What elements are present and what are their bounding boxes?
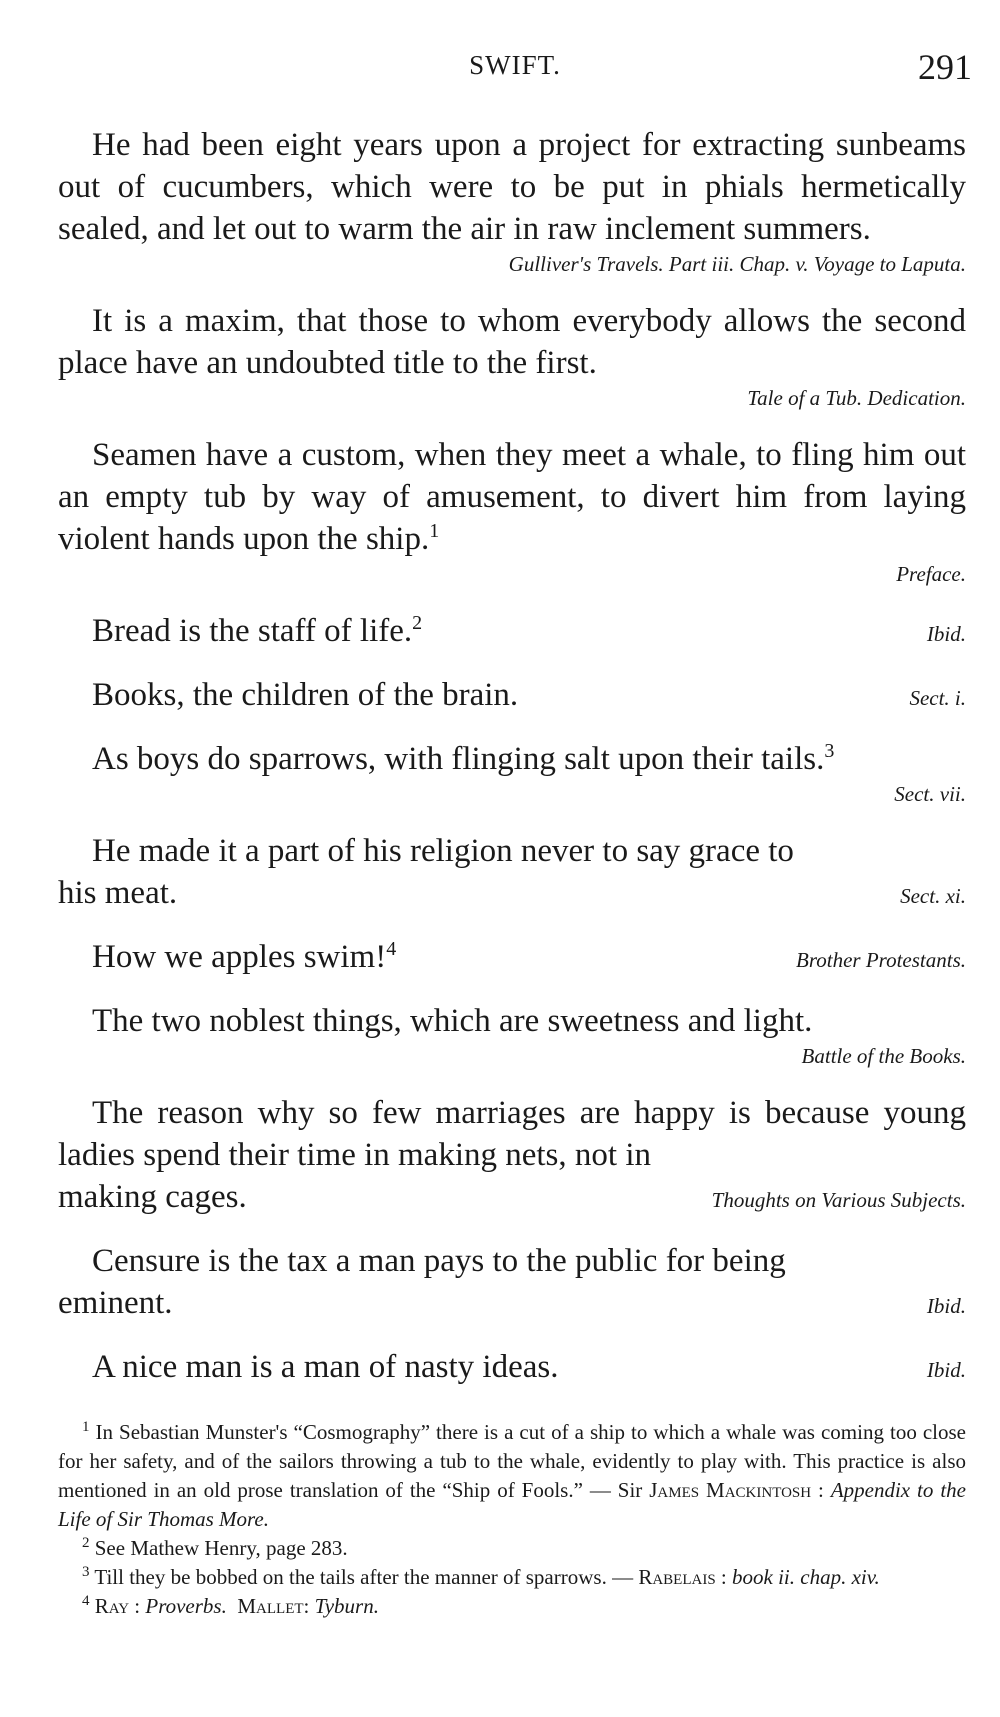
quotation-source: Brother Protestants. [796, 948, 966, 972]
quotation-source: Battle of the Books. [801, 1044, 966, 1068]
quotation-source: Gulliver's Travels. Part iii. Chap. v. Voyage to Laputa. [508, 252, 966, 276]
running-title: SWIFT. [469, 50, 561, 80]
quotation-entry [58, 434, 966, 588]
footnote-text: In Sebastian Munster's “Cosmography” there is a cut of a ship to which a whale was coming too close for her safety, and of the sailors throwing a tub to the whale, evidently to play with. This practice is also mentioned in an old prose translation of the “Ship of Fools.” — Sir [58, 1420, 966, 1502]
footnote-number: 1 [82, 1419, 90, 1435]
page-number: 291 [918, 47, 972, 87]
quotation-text: He had been eight years upon a project for extracting sunbeams out of cucumbers, which were to be put in phials hermetically sealed, and let out to warm the air in raw inclement summers. [58, 127, 966, 247]
page-header [58, 46, 972, 86]
quotation-entry [58, 610, 966, 652]
quotation-list [58, 124, 966, 1410]
quotation-text [58, 434, 966, 560]
quotation-source: Thoughts on Various Subjects. [711, 1188, 966, 1212]
footnote-text: Till they be bobbed on the tails after the manner of sparrows. — [94, 1565, 639, 1589]
quotation-body: How we apples swim! [92, 939, 387, 975]
footnote-separator: : [129, 1594, 146, 1618]
quotation-body: Seamen have a custom, when they meet a whale, to fling him out an empty tub by way of amusement, to divert him from laying violent hands upon the ship. [58, 437, 966, 557]
quotation-text: Censure is the tax a man pays to the public for being [92, 1243, 786, 1279]
quotation-last-line [58, 872, 966, 914]
footnote-work: Tyburn. [314, 1594, 379, 1618]
quotation-entry [58, 1240, 966, 1324]
quotation-text [58, 610, 422, 652]
quotation-text: The two noblest things, which are sweetness and light. [92, 1003, 813, 1039]
quotation-source: Ibid. [926, 1294, 966, 1318]
footnote-number: 2 [82, 1535, 90, 1551]
quotation-source: Sect. vii. [894, 782, 966, 806]
quotation-entry [58, 1346, 966, 1388]
footnote-number: 3 [82, 1564, 90, 1580]
quotation-entry [58, 674, 966, 716]
footnote-separator: : [811, 1478, 831, 1502]
quotation-source: Sect. xi. [900, 884, 966, 908]
quotation-text [58, 936, 396, 978]
footnote-author: Mallet [237, 1594, 304, 1618]
quotation-last-line [58, 1176, 966, 1218]
quotation-text: He made it a part of his religion never to say grace to [92, 833, 794, 869]
quotation-text-end: eminent. [58, 1285, 173, 1321]
quotation-source: Tale of a Tub. Dedication. [747, 386, 966, 410]
footnote [58, 1534, 966, 1563]
quotation-entry [58, 1000, 966, 1070]
quotation-body: Bread is the staff of life. [92, 613, 413, 649]
quotation-text: It is a maxim, that those to whom everybody allows the second place have an undoubted title to the first. [58, 303, 966, 381]
footnote [58, 1592, 966, 1621]
quotation-entry [58, 830, 966, 914]
footnote-author: Rabelais [638, 1565, 716, 1589]
quotation-source: Preface. [896, 562, 966, 586]
footnote [58, 1418, 966, 1534]
footnote [58, 1563, 966, 1592]
quotation-body: As boys do sparrows, with flinging salt upon their tails. [92, 741, 825, 777]
quotation-entry [58, 124, 966, 278]
quotation-text: The reason why so few marriages are happy is because young ladies spend their time in making nets, not in [58, 1095, 966, 1173]
quotation-entry [58, 936, 966, 978]
footnote-ref: 4 [386, 938, 397, 960]
quotation-entry [58, 1092, 966, 1218]
footnote-work: Appendix to the Life of Sir Thomas More. [58, 1478, 966, 1531]
footnote-author: Ray [94, 1594, 130, 1618]
footnote-work: book ii. chap. xiv. [732, 1565, 880, 1589]
quotation-source: Ibid. [926, 622, 966, 646]
footnote-author: James Mackintosh [649, 1478, 812, 1502]
quotation-last-line [58, 1282, 966, 1324]
footnote-separator: : [303, 1594, 315, 1618]
quotation-text: Books, the children of the brain. [92, 677, 519, 713]
quotation-source: Sect. i. [909, 686, 966, 710]
footnote-ref: 2 [412, 612, 423, 634]
quotation-text-end: making cages. [58, 1179, 247, 1215]
footnote-number: 4 [82, 1593, 90, 1609]
footnote-separator: : [715, 1565, 733, 1589]
quotation-text-end: his meat. [58, 875, 178, 911]
quotation-entry [58, 300, 966, 412]
footnote-ref: 3 [824, 740, 835, 762]
footnotes [58, 1418, 966, 1621]
footnote-ref: 1 [429, 520, 440, 542]
quotation-source: Ibid. [926, 1358, 966, 1382]
quotation-entry [58, 738, 966, 808]
quotation-text: A nice man is a man of nasty ideas. [92, 1349, 559, 1385]
quotation-text [58, 738, 966, 780]
footnote-work: Proverbs. [145, 1594, 227, 1618]
footnote-text: See Mathew Henry, page 283. [94, 1536, 348, 1560]
